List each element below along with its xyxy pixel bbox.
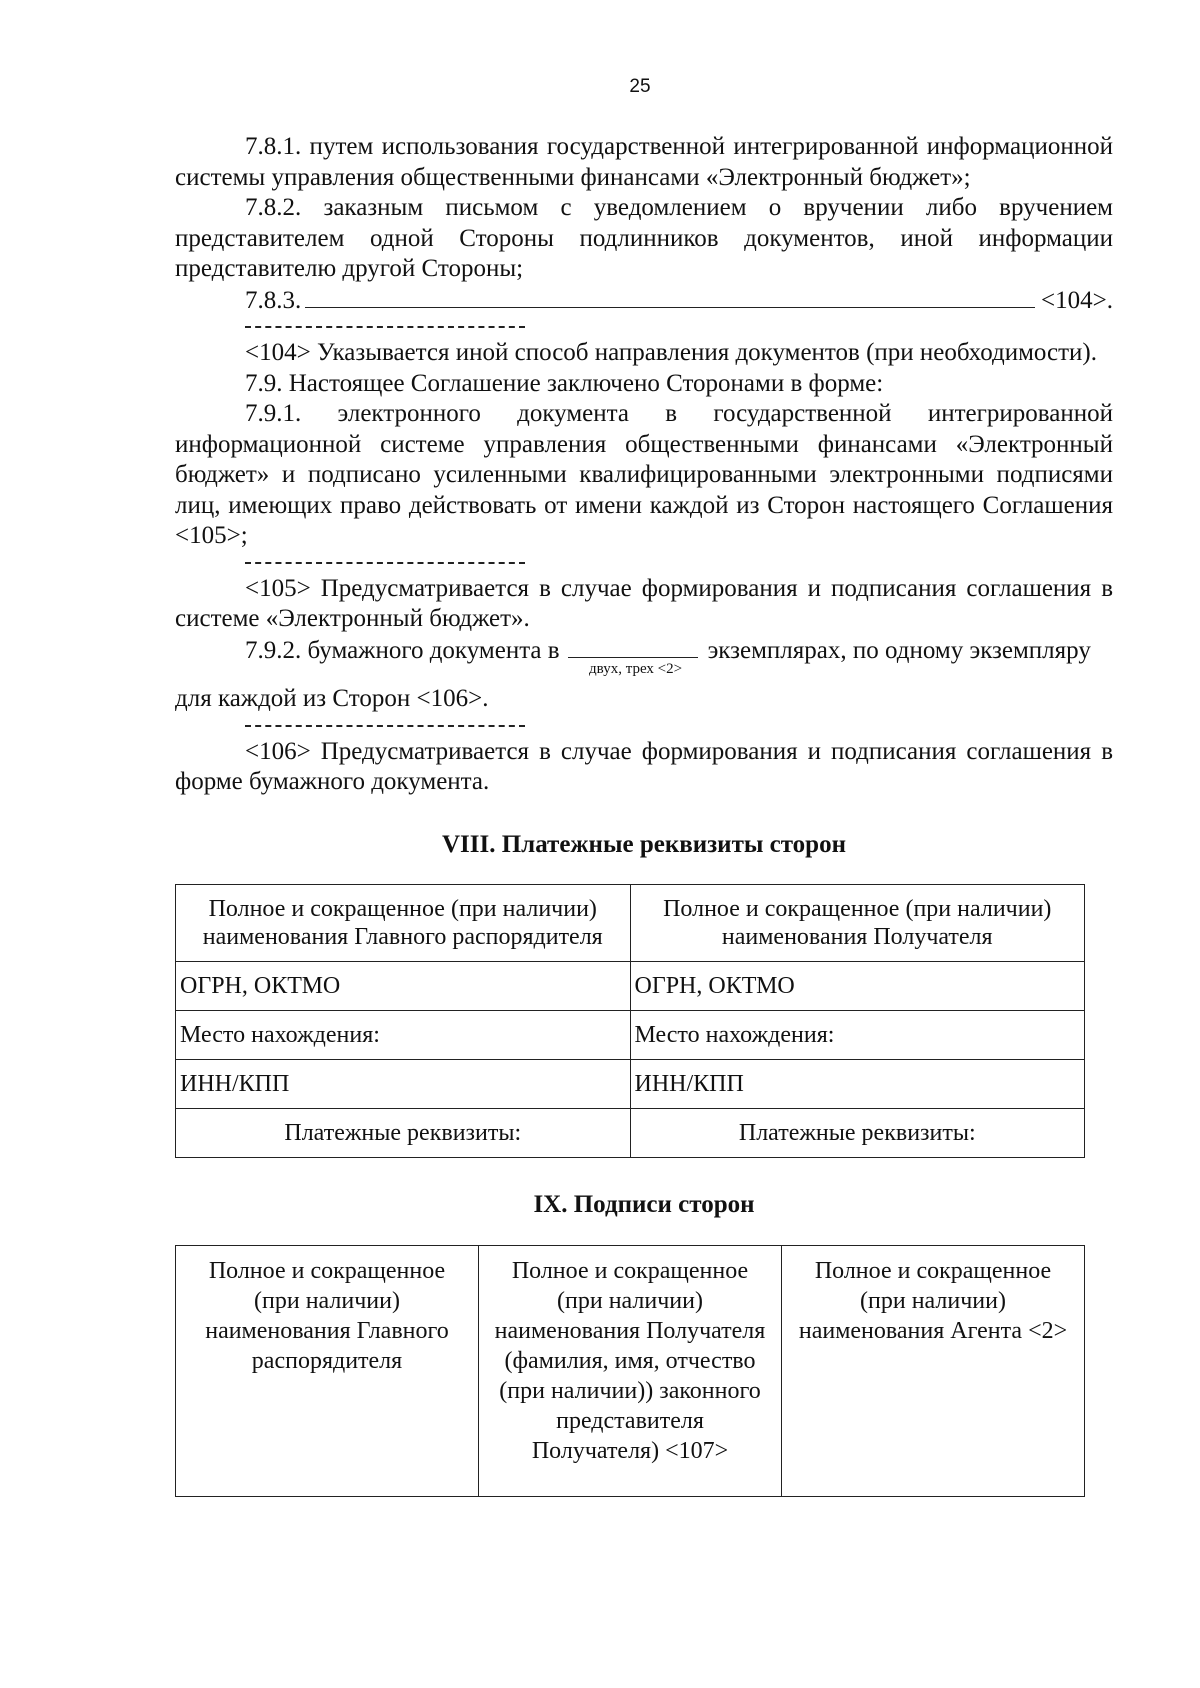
signature-cell-recipient: Полное и сокращенное (при наличии) наименования Получателя (фамилия, имя, отчество (при наличии)) законного представителя Получателя) <107>: [479, 1245, 782, 1496]
footnote-104: <104> Указывается иной способ направления документов (при необходимости).: [245, 339, 1098, 366]
footnote-106: <106> Предусматривается в случае формирования и подписания соглашения в форме бумажного документа.: [175, 737, 1113, 795]
table-cell: Место нахождения:: [176, 1011, 631, 1060]
clause-7-9-2: [175, 635, 1113, 677]
payment-details-table: [175, 884, 1085, 1158]
signature-cell-main-manager: Полное и сокращенное (при наличии) наименования Главного распорядителя: [176, 1245, 479, 1496]
signatures-table: [175, 1245, 1085, 1497]
clause-7-8-3: [175, 285, 1113, 317]
clause-7-8-1: 7.8.1. путем использования государственной интегрированной информационной системы управления общественными финансами «Электронный бюджет»;: [175, 133, 1113, 191]
table-cell: Платежные реквизиты:: [176, 1109, 631, 1158]
footnote-105: <105> Предусматривается в случае формирования и подписания соглашения в системе «Электронный бюджет».: [175, 574, 1113, 632]
clause-7-9-2-end: экземплярах, по одному экземпляру: [707, 636, 1091, 664]
clause-7-9-1: 7.9.1. электронного документа в государственной интегрированной информационной системе управления общественными финансами «Электронный бюджет» и подписано усиленными квалифицированными электронными подписями лиц, имеющих право действовать от имени каждой из Сторон настоящего Соглашения <105>;: [175, 400, 1113, 549]
footnote-separator: [245, 326, 525, 328]
page-number: 25: [629, 76, 651, 97]
header-cell: Полное и сокращенное (при наличии) наименования Получателя: [630, 885, 1085, 962]
blank-line: [305, 285, 1035, 308]
clause-7-9: 7.9. Настоящее Соглашение заключено Сторонами в форме:: [245, 369, 884, 397]
table-row: [176, 1060, 1085, 1109]
clause-7-8-3-label: 7.8.3.: [245, 286, 302, 314]
table-row: [176, 1245, 1085, 1496]
clause-7-8-3-ref: <104>.: [1041, 286, 1113, 314]
clause-7-9-2-start: 7.9.2. бумажного документа в: [245, 636, 560, 664]
section-8-heading: VIII. Платежные реквизиты сторон: [441, 830, 846, 858]
document-body: [175, 132, 1113, 1497]
signature-cell-agent: Полное и сокращенное (при наличии) наименования Агента <2>: [782, 1245, 1085, 1496]
table-cell: Платежные реквизиты:: [630, 1109, 1085, 1158]
copies-blank: [568, 635, 698, 677]
table-row: [176, 1011, 1085, 1060]
clause-7-8-2: 7.8.2. заказным письмом с уведомлением о вручении либо вручением представителем одной Стороны подлинников документов, иной информации представителю другой Стороны;: [175, 194, 1113, 282]
table-cell: ИНН/КПП: [176, 1060, 631, 1109]
table-row: [176, 1109, 1085, 1158]
table-cell: ОГРН, ОКТМО: [630, 962, 1085, 1011]
table-row: [176, 962, 1085, 1011]
clause-7-9-2-cont: для каждой из Сторон <106>.: [175, 685, 489, 712]
footnote-separator: [245, 562, 525, 564]
header-cell: Полное и сокращенное (при наличии) наименования Главного распорядителя: [176, 885, 631, 962]
table-cell: ОГРН, ОКТМО: [176, 962, 631, 1011]
table-row: [176, 885, 1085, 962]
table-cell: ИНН/КПП: [630, 1060, 1085, 1109]
footnote-separator: [245, 725, 525, 727]
section-9-heading: IX. Подписи сторон: [533, 1191, 755, 1218]
table-cell: Место нахождения:: [630, 1011, 1085, 1060]
copies-hint: двух, трех <2>: [589, 660, 683, 677]
